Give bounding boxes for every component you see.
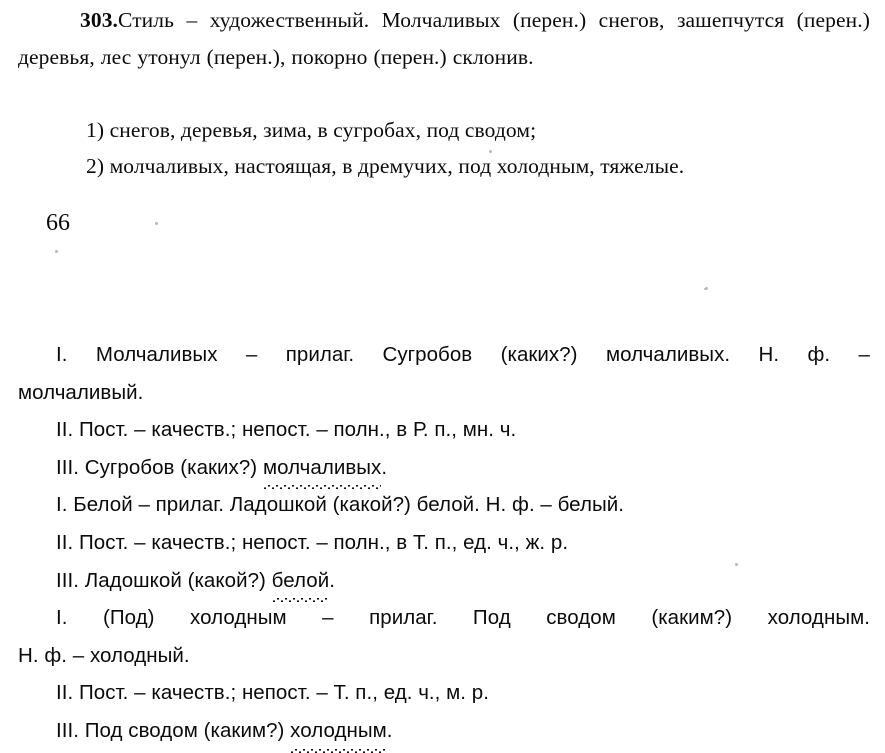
- analysis-iii-suffix: .: [386, 718, 393, 742]
- scan-speckle: [55, 250, 58, 253]
- list-item: 2) молчаливых, настоящая, в дремучих, под холодным, тяжелые.: [86, 154, 685, 178]
- scan-speckle: [705, 287, 708, 290]
- analysis-iii-suffix: .: [381, 455, 388, 479]
- analysis-line-ii: II. Пост. – качеств.; непост. – полн., в Р. п., мн. ч.: [56, 418, 517, 442]
- list-item: 1) снегов, деревья, зима, в сугробах, под сводом;: [86, 118, 537, 142]
- exercise-number: 303.: [80, 8, 119, 32]
- exercise-paragraph: [18, 2, 870, 76]
- analysis-line-i-cont: молчаливый.: [18, 380, 144, 404]
- answer-list: [18, 112, 870, 184]
- attribute-marked-word: холодным: [290, 712, 387, 750]
- analysis-line-i: I. Молчаливых – прилаг. Сугробов (каких?) молчаливых. Н. ф. –: [56, 343, 870, 366]
- analysis-line-ii: II. Пост. – качеств.; непост. – Т. п., ед. ч., м. р.: [56, 681, 489, 705]
- page-number: 66: [46, 210, 70, 236]
- analysis-line-iii: [18, 562, 870, 600]
- analysis-line-i: I. Белой – прилаг. Ладошкой (какой?) белой. Н. ф. – белый.: [56, 493, 625, 517]
- scan-speckle: [704, 288, 706, 290]
- analysis-iii-prefix: III. Под сводом (каким?): [56, 718, 291, 742]
- analysis-iii-prefix: III. Ладошкой (какой?): [56, 568, 272, 592]
- analysis-line-ii: II. Пост. – качеств.; непост. – полн., в Т. п., ед. ч., ж. р.: [56, 530, 569, 554]
- analysis-line-iii: [18, 449, 870, 487]
- analysis-section: [18, 336, 870, 750]
- exercise-body: Стиль – художественный. Молчаливых (перен.) снегов, зашепчутся (перен.) деревья, лес утонул (перен.), покорно (перен.) склонив.: [18, 8, 870, 69]
- analysis-iii-suffix: .: [329, 568, 335, 592]
- attribute-marked-word: молчаливых: [263, 449, 381, 487]
- scan-speckle: [155, 222, 158, 225]
- analysis-line-i: I. (Под) холодным – прилаг. Под сводом (каким?) холодным.: [56, 606, 870, 630]
- analysis-line-iii: [18, 712, 870, 750]
- exercise-block: [18, 2, 870, 76]
- analysis-line-i-cont: Н. ф. – холодный.: [18, 643, 190, 667]
- analysis-iii-prefix: III. Сугробов (каких?): [56, 455, 263, 479]
- attribute-marked-word: белой: [272, 562, 330, 600]
